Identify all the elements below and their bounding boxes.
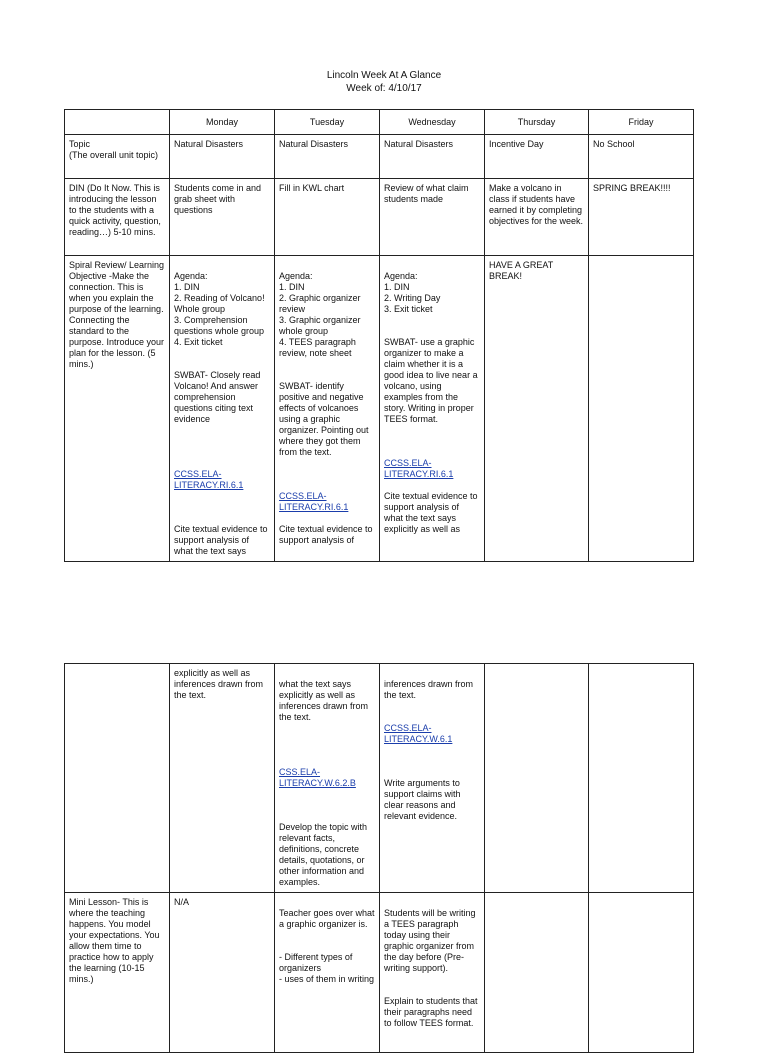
schedule-table-page-2 bbox=[64, 663, 694, 1053]
page-title: Lincoln Week At A Glance bbox=[326, 70, 442, 81]
mini-wednesday bbox=[380, 893, 485, 1053]
row-label-din: DIN (Do It Now. This is introducing the lesson to the students with a quick activity, question, reading…) 5-10 mins. bbox=[65, 179, 170, 256]
mini-note-wednesday: Explain to students that their paragraphs need to follow TEES format. bbox=[384, 996, 478, 1028]
mini-text-wednesday: Students will be writing a TEES paragraph today using their graphic organizer from the day before (Pre-writing support). bbox=[384, 908, 476, 973]
standard-link-tuesday[interactable]: CCSS.ELA-LITERACY.RI.6.1 bbox=[279, 491, 349, 512]
continued-thursday bbox=[485, 664, 589, 893]
row-label-mini-lesson: Mini Lesson- This is where the teaching happens. You model your expectations. You allow them time to practice how to apply the learning (10-15 mins.) bbox=[65, 893, 170, 1053]
day-tuesday: Tuesday bbox=[275, 110, 380, 135]
standard-text-tuesday: Cite textual evidence to support analysis of bbox=[279, 524, 373, 545]
swbat-wednesday: SWBAT- use a graphic organizer to make a claim whether it is a good idea to live near a volcano, using examples from the story. Writing in proper TEES format. bbox=[384, 337, 478, 424]
topic-row bbox=[65, 135, 694, 179]
mini-friday bbox=[589, 893, 694, 1053]
continued-text-tuesday: what the text says explicitly as well as inferences drawn from the text. bbox=[279, 679, 369, 722]
continued-tuesday bbox=[275, 664, 380, 893]
mini-tuesday bbox=[275, 893, 380, 1053]
day-friday: Friday bbox=[589, 110, 694, 135]
swbat-monday: SWBAT- Closely read Volcano! And answer comprehension questions citing text evidence bbox=[174, 370, 261, 424]
row-label-spiral-review: Spiral Review/ Learning Objective -Make the connection. This is when you explain the purpose of the learning. Connecting the standard to the purpose. Introduce your plan for the lesson. (5 mins.) bbox=[65, 256, 170, 562]
agenda-wednesday: Agenda: 1. DIN 2. Writing Day 3. Exit ticket bbox=[384, 271, 441, 314]
mini-lesson-row bbox=[65, 893, 694, 1053]
continued-friday bbox=[589, 664, 694, 893]
standard-link-w-tuesday[interactable]: CSS.ELA-LITERACY.W.6.2.B bbox=[279, 767, 356, 788]
schedule-table-page-1 bbox=[64, 109, 694, 562]
topic-tuesday: Natural Disasters bbox=[275, 135, 380, 179]
continued-text-wednesday: inferences drawn from the text. bbox=[384, 679, 474, 700]
standard-text-monday: Cite textual evidence to support analysis of what the text says bbox=[174, 524, 268, 556]
spiral-thursday: HAVE A GREAT BREAK! bbox=[485, 256, 589, 562]
topic-wednesday: Natural Disasters bbox=[380, 135, 485, 179]
continued-label bbox=[65, 664, 170, 893]
standard-link-w-wednesday[interactable]: CCSS.ELA-LITERACY.W.6.1 bbox=[384, 723, 453, 744]
mini-thursday bbox=[485, 893, 589, 1053]
empty-header-cell bbox=[65, 110, 170, 135]
day-thursday: Thursday bbox=[485, 110, 589, 135]
day-monday: Monday bbox=[170, 110, 275, 135]
day-wednesday: Wednesday bbox=[380, 110, 485, 135]
continued-row bbox=[65, 664, 694, 893]
agenda-tuesday: Agenda: 1. DIN 2. Graphic organizer review 3. Graphic organizer whole group 4. TEES paragraph review, note sheet bbox=[279, 271, 361, 358]
standard-text-wednesday: Cite textual evidence to support analysis of what the text says explicitly as well as bbox=[384, 491, 478, 534]
spiral-review-row bbox=[65, 256, 694, 562]
mini-list-tuesday: - Different types of organizers - uses of them in writing bbox=[279, 952, 375, 984]
din-monday: Students come in and grab sheet with questions bbox=[170, 179, 275, 256]
topic-friday: No School bbox=[589, 135, 694, 179]
din-thursday: Make a volcano in class if students have earned it by completing objectives for the week. bbox=[485, 179, 589, 256]
standard-link-monday[interactable]: CCSS.ELA-LITERACY.RI.6.1 bbox=[174, 469, 244, 490]
week-of: Week of: 4/10/17 bbox=[346, 83, 422, 94]
mini-text-tuesday: Teacher goes over what a graphic organizer is. bbox=[279, 908, 375, 929]
mini-monday: N/A bbox=[170, 893, 275, 1053]
standard-desc-tuesday: Develop the topic with relevant facts, definitions, concrete details, quotations, or other information and examples. bbox=[279, 822, 368, 887]
row-label-topic: Topic (The overall unit topic) bbox=[65, 135, 170, 179]
standard-link-wednesday[interactable]: CCSS.ELA-LITERACY.RI.6.1 bbox=[384, 458, 454, 479]
day-header-row bbox=[65, 110, 694, 135]
spiral-tuesday bbox=[275, 256, 380, 562]
swbat-tuesday: SWBAT- identify positive and negative effects of volcanoes using a graphic organizer. Pointing out where they got them from the text. bbox=[279, 381, 369, 457]
standard-desc-wednesday: Write arguments to support claims with clear reasons and relevant evidence. bbox=[384, 778, 461, 821]
spiral-wednesday bbox=[380, 256, 485, 562]
din-tuesday: Fill in KWL chart bbox=[275, 179, 380, 256]
continued-wednesday bbox=[380, 664, 485, 893]
topic-monday: Natural Disasters bbox=[170, 135, 275, 179]
spiral-monday bbox=[170, 256, 275, 562]
agenda-monday: Agenda: 1. DIN 2. Reading of Volcano! Whole group 3. Comprehension questions whole group 4. Exit ticket bbox=[174, 271, 265, 347]
spiral-friday bbox=[589, 256, 694, 562]
din-row bbox=[65, 179, 694, 256]
din-wednesday: Review of what claim students made bbox=[380, 179, 485, 256]
din-friday: SPRING BREAK!!!! bbox=[589, 179, 694, 256]
document-header bbox=[0, 69, 768, 95]
continued-monday: explicitly as well as inferences drawn from the text. bbox=[170, 664, 275, 893]
topic-thursday: Incentive Day bbox=[485, 135, 589, 179]
